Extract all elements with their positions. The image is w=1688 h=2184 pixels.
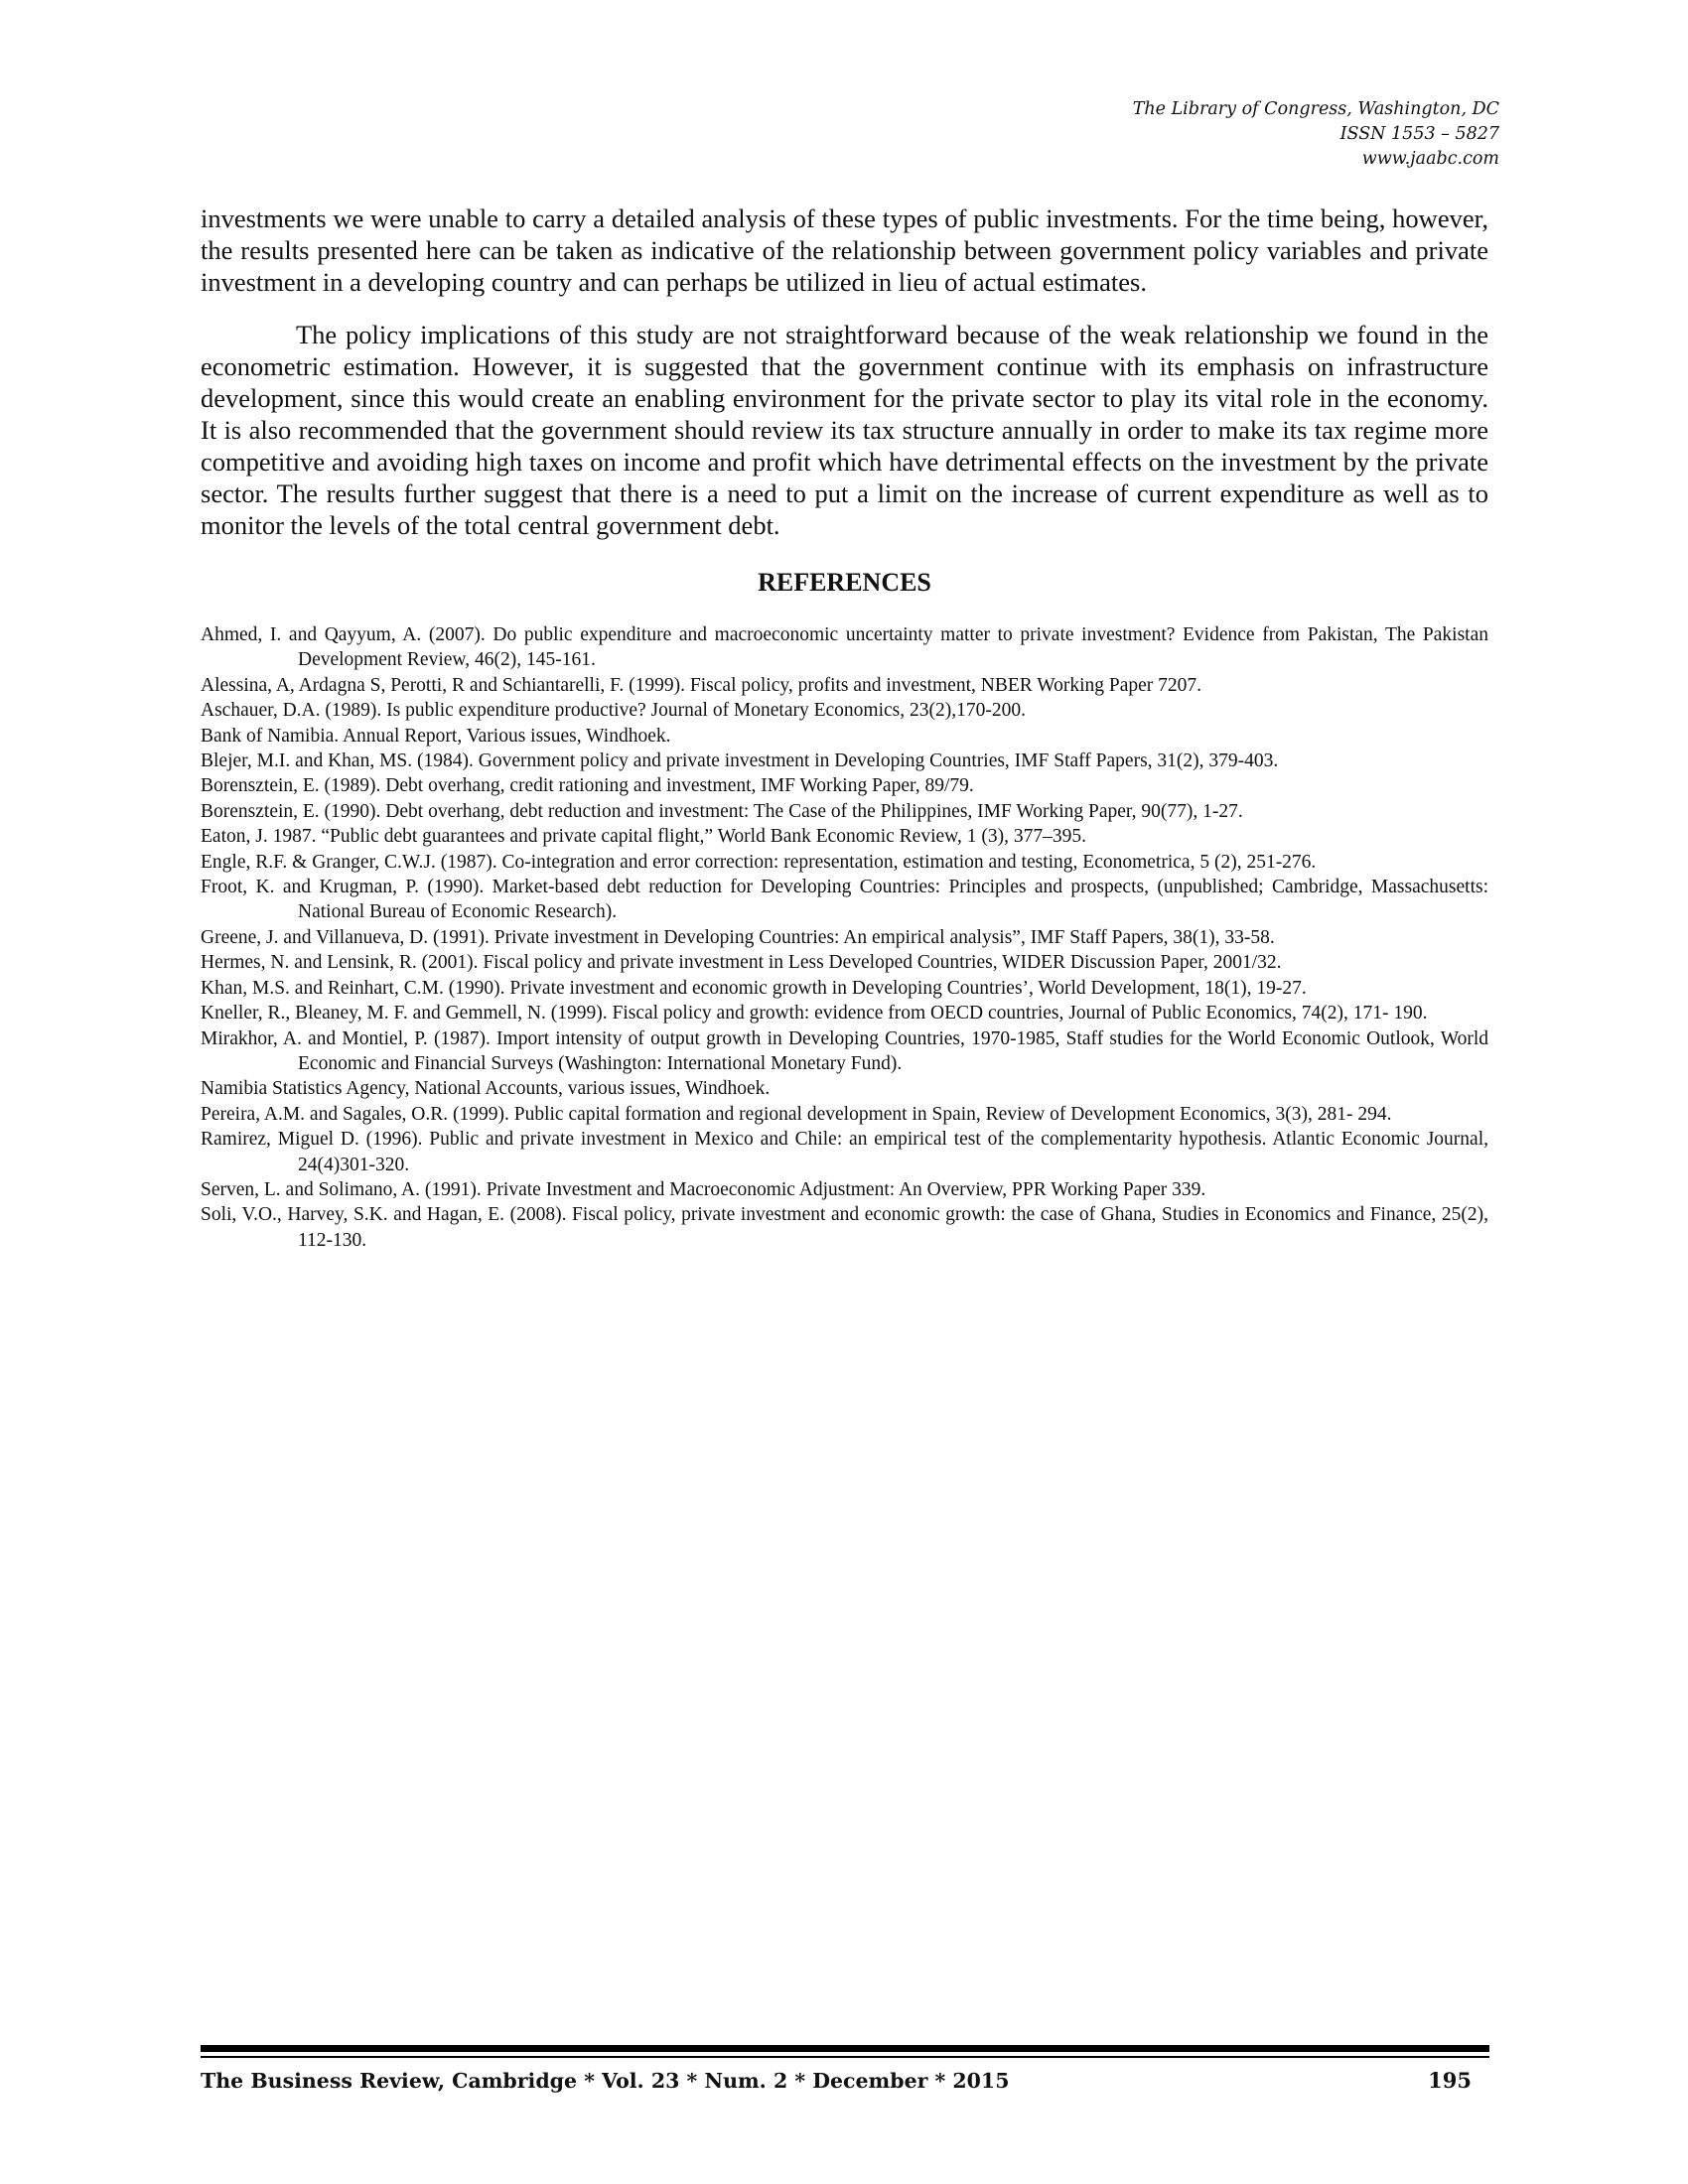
reference-item: Froot, K. and Krugman, P. (1990). Market-based debt reduction for Developing Countries: Principles and prospects, (unpublished; Cambridge, Massachusetts: National Bureau of Economic Research). xyxy=(201,877,1488,923)
reference-item: Mirakhor, A. and Montiel, P. (1987). Import intensity of output growth in Developing Countries, 1970-1985, Staff studies for the World Economic Outlook, World Economic and Financial Surveys (Washington: International Monetary Fund). xyxy=(201,1027,1488,1074)
reference-item: Ramirez, Miguel D. (1996). Public and private investment in Mexico and Chile: an empirical test of the complementarity hypothesis. Atlantic Economic Journal, 24(4)301-320. xyxy=(201,1129,1488,1175)
header-website-line: www.jaabc.com xyxy=(1361,149,1499,169)
reference-item: Alessina, A, Ardagna S, Perotti, R and Schiantarelli, F. (1999). Fiscal policy, profits and investment, NBER Working Paper 7207. xyxy=(201,674,1202,696)
reference-item: Kneller, R., Bleaney, M. F. and Gemmell, N. (1999). Fiscal policy and growth: evidence from OECD countries, Journal of Public Economics, 74(2), 171- 190. xyxy=(201,1003,1428,1024)
reference-list xyxy=(201,622,1488,1253)
body-paragraph: investments we were unable to carry a detailed analysis of these types of public investments. For the time being, however, the results presented here can be taken as indicative of the relationship between government policy variables and private investment in a developing country and can perhaps be utilized in lieu of actual estimates. xyxy=(201,204,1488,297)
reference-item: Khan, M.S. and Reinhart, C.M. (1990). Private investment and economic growth in Developing Countries’, World Development, 18(1), 19-27. xyxy=(201,977,1307,999)
footer-rule-thick xyxy=(201,2045,1489,2052)
reference-item: Borensztein, E. (1990). Debt overhang, debt reduction and investment: The Case of the Philippines, IMF Working Paper, 90(77), 1-27. xyxy=(201,800,1243,822)
header-issn-line: ISSN 1553 – 5827 xyxy=(1339,124,1499,144)
header-library-line: The Library of Congress, Washington, DC xyxy=(1132,99,1499,119)
reference-item: Borensztein, E. (1989). Debt overhang, credit rationing and investment, IMF Working Paper, 89/79. xyxy=(201,775,974,797)
page-number: 195 xyxy=(1428,2068,1472,2093)
footer-rule-thin xyxy=(201,2056,1489,2058)
reference-item: Serven, L. and Solimano, A. (1991). Private Investment and Macroeconomic Adjustment: An Overview, PPR Working Paper 339. xyxy=(201,1178,1206,1200)
body-paragraph: The policy implications of this study are not straightforward because of the weak relationship we found in the econometric estimation. However, it is suggested that the government continue with its emphasis on infrastructure development, since this would create an enabling environment for the private sector to play its vital role in the economy. It is also recommended that the government should review its tax structure annually in order to make its tax regime more competitive and avoiding high taxes on income and profit which have detrimental effects on the investment by the private sector. The results further suggest that there is a need to put a limit on the increase of current expenditure as well as to monitor the levels of the total central government debt. xyxy=(201,320,1488,540)
reference-item: Blejer, M.I. and Khan, MS. (1984). Government policy and private investment in Developing Countries, IMF Staff Papers, 31(2), 379-403. xyxy=(201,751,1279,772)
footer-journal-info: The Business Review, Cambridge * Vol. 23 * Num. 2 * December * 2015 xyxy=(201,2069,1010,2093)
reference-item: Aschauer, D.A. (1989). Is public expenditure productive? Journal of Monetary Economics, 23(2),170-200. xyxy=(201,700,1026,722)
reference-item: Bank of Namibia. Annual Report, Various issues, Windhoek. xyxy=(201,725,671,747)
reference-item: Greene, J. and Villanueva, D. (1991). Private investment in Developing Countries: An empirical analysis”, IMF Staff Papers, 38(1), 33-58. xyxy=(201,926,1275,948)
body-text xyxy=(201,203,1488,562)
reference-item: Namibia Statistics Agency, National Accounts, various issues, Windhoek. xyxy=(201,1078,771,1100)
reference-item: Soli, V.O., Harvey, S.K. and Hagan, E. (2008). Fiscal policy, private investment and economic growth: the case of Ghana, Studies in Economics and Finance, 25(2), 112-130. xyxy=(201,1204,1488,1251)
reference-item: Hermes, N. and Lensink, R. (2001). Fiscal policy and private investment in Less Developed Countries, WIDER Discussion Paper, 2001/32. xyxy=(201,952,1282,974)
reference-item: Ahmed, I. and Qayyum, A. (2007). Do public expenditure and macroeconomic uncertainty matter to private investment? Evidence from Pakistan, The Pakistan Development Review, 46(2), 145-161. xyxy=(201,624,1488,671)
running-header xyxy=(804,97,1499,172)
reference-item: Eaton, J. 1987. “Public debt guarantees and private capital flight,” World Bank Economic Review, 1 (3), 377–395. xyxy=(201,826,1086,848)
references-heading: REFERENCES xyxy=(758,568,931,597)
reference-item: Pereira, A.M. and Sagales, O.R. (1999). Public capital formation and regional development in Spain, Review of Development Economics, 3(3), 281- 294. xyxy=(201,1103,1392,1125)
reference-item: Engle, R.F. & Granger, C.W.J. (1987). Co-integration and error correction: representation, estimation and testing, Econometrica, 5 (2), 251-276. xyxy=(201,851,1317,873)
